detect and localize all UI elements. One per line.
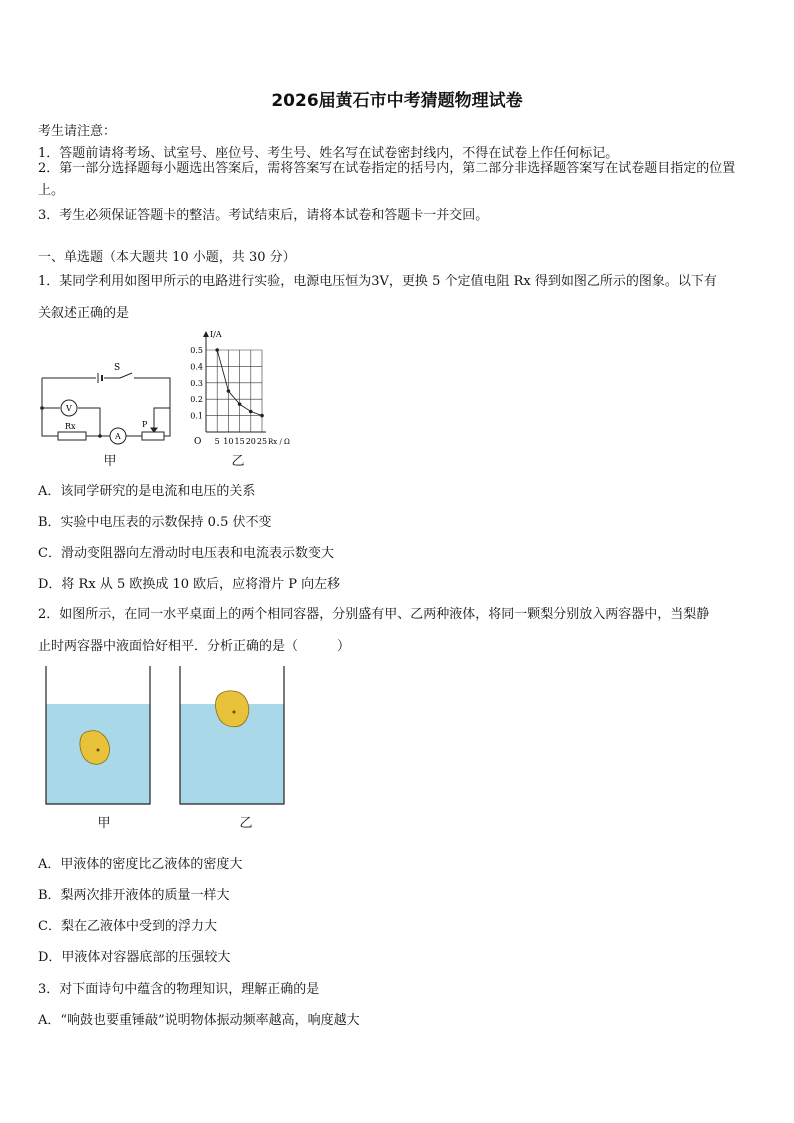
data-point [249, 410, 253, 414]
origin-label: O [194, 437, 202, 447]
x-axis-label: Rx / Ω [268, 438, 290, 446]
slider-label: P [142, 420, 148, 429]
notice-item: 2．第一部分选择题每小题选出答案后，需将答案写在试卷指定的括号内，第二部分非选择题答案写在试卷题目指定的位置上。 [38, 161, 736, 198]
y-tick-label: 0.5 [190, 346, 203, 355]
y-axis-label: I/A [210, 330, 222, 339]
switch-label: S [114, 363, 121, 373]
data-point [215, 348, 219, 352]
data-point [227, 389, 231, 393]
y-tick-label: 0.4 [190, 362, 203, 372]
resistor-icon [58, 432, 86, 440]
y-tick-label: 0.3 [190, 378, 203, 388]
switch-icon [120, 373, 132, 378]
ammeter-label: A [115, 432, 121, 441]
question-2-stem: 止时两容器中液面恰好相平．分析正确的是（ ） [38, 639, 351, 654]
x-tick-label: 25 [256, 437, 268, 446]
circuit-wire [42, 378, 58, 436]
option-c: C．梨在乙液体中受到的浮力大 [38, 919, 217, 934]
y-tick-label: 0.1 [190, 411, 203, 421]
option-d: D．甲液体对容器底部的压强较大 [38, 950, 231, 965]
x-tick-label: 10 [223, 437, 234, 446]
x-tick-label: 15 [234, 437, 245, 446]
option-b: B．实验中电压表的示数保持 0.5 伏不变 [38, 515, 272, 530]
x-tick-label: 20 [245, 437, 256, 446]
containers-diagram [40, 664, 290, 810]
rheostat-icon [142, 432, 164, 440]
y-axis-arrow-icon [203, 331, 209, 337]
section-heading: 一、单选题（本大题共 10 小题，共 30 分） [38, 250, 296, 265]
question-3-stem: 3．对下面诗句中蕴含的物理知识，理解正确的是 [38, 982, 320, 997]
question-1-stem: 1．某同学利用如图甲所示的电路进行实验，电源电压恒为3V，更换 5 个定值电阻 Rx 得到如图乙所示的图象。以下有 [38, 274, 717, 289]
voltmeter-label: V [66, 404, 72, 413]
notice-item: 3．考生必须保证答题卡的整洁。考试结束后，请将本试卷和答题卡一并交回。 [38, 208, 489, 223]
resistor-label: Rx [65, 422, 76, 431]
option-d: D．将 Rx 从 5 欧换成 10 欧后，应将滑片 P 向左移 [38, 577, 341, 592]
circuit-caption: 甲 [103, 454, 117, 469]
question-1-stem: 关叙述正确的是 [38, 306, 130, 321]
notice-heading: 考生请注意： [38, 124, 117, 139]
container-caption-jia: 甲 [97, 816, 111, 831]
page-title: 2026届黄石市中考猜题物理试卷 [271, 91, 523, 111]
y-tick-label: 0.2 [190, 395, 203, 405]
x-tick-label: 5 [214, 437, 220, 446]
option-a: A．甲液体的密度比乙液体的密度大 [38, 857, 243, 872]
container-caption-yi: 乙 [239, 816, 253, 831]
current-resistance-graph [176, 328, 306, 454]
data-point [260, 414, 264, 418]
circuit-diagram [36, 360, 176, 446]
option-c: C．滑动变阻器向左滑动时电压表和电流表示数变大 [38, 546, 334, 561]
option-a: A．该同学研究的是电流和电压的关系 [38, 484, 256, 499]
slider-p-icon [151, 428, 157, 432]
circuit-wire [134, 378, 170, 408]
graph-caption: 乙 [231, 454, 245, 469]
notice-item: 1．答题前请将考场、试室号、座位号、考生号、姓名写在试卷密封线内，不得在试卷上作任何标记。 [38, 146, 619, 161]
data-point [238, 402, 242, 406]
option-b: B．梨两次排开液体的质量一样大 [38, 888, 230, 903]
question-2-stem: 2．如图所示，在同一水平桌面上的两个相同容器，分别盛有甲、乙两种液体，将同一颗梨分别放入两容器中，当梨静 [38, 607, 710, 622]
option-a: A．“响鼓也要重锤敲”说明物体振动频率越高，响度越大 [38, 1013, 360, 1028]
